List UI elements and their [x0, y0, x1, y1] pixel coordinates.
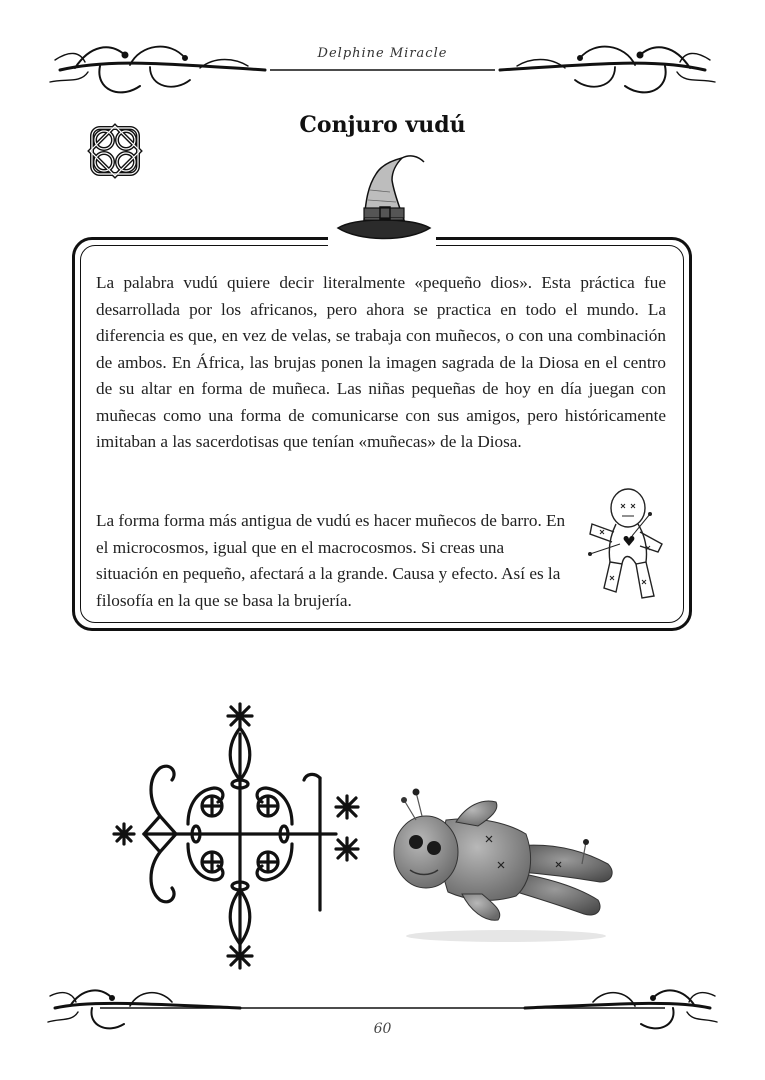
paragraph-2: La forma forma más antigua de vudú es hacer muñecos de barro. En el microcosmos, igual que en el macrocosmos. Si creas una situación en pequeño, afectará a la grande. Causa y efecto. Así es la filosofía en la que se basa la brujería.: [96, 511, 566, 610]
page-number: 60: [373, 1021, 392, 1037]
witch-hat-icon: [330, 150, 436, 246]
header-author: Delphine Miracle: [317, 46, 448, 61]
veve-symbol: [104, 700, 366, 972]
voodoo-doll-photo: [386, 786, 626, 946]
page-title: Conjuro vudú: [299, 112, 466, 138]
voodoo-doll-sketch: [580, 484, 670, 608]
paragraph-1: La palabra vudú quiere decir literalmente «pequeño dios». Esta práctica fue desarrollada por los africanos, pero ahora se practica en todo el mundo. La diferencia es que, en vez de velas, se trabaja con muñecos, o con una combinación de ambos. En África, las brujas ponen la imagen sagrada de la Diosa en el centro de su altar en forma de muñeca. Las niñas pequeñas de hoy en día juegan con muñecas como una forma de comunicarse con sus amigos, pero históricamente imitaban a las sacerdotisas que tenían «muñecas» de la Diosa.: [96, 273, 666, 451]
